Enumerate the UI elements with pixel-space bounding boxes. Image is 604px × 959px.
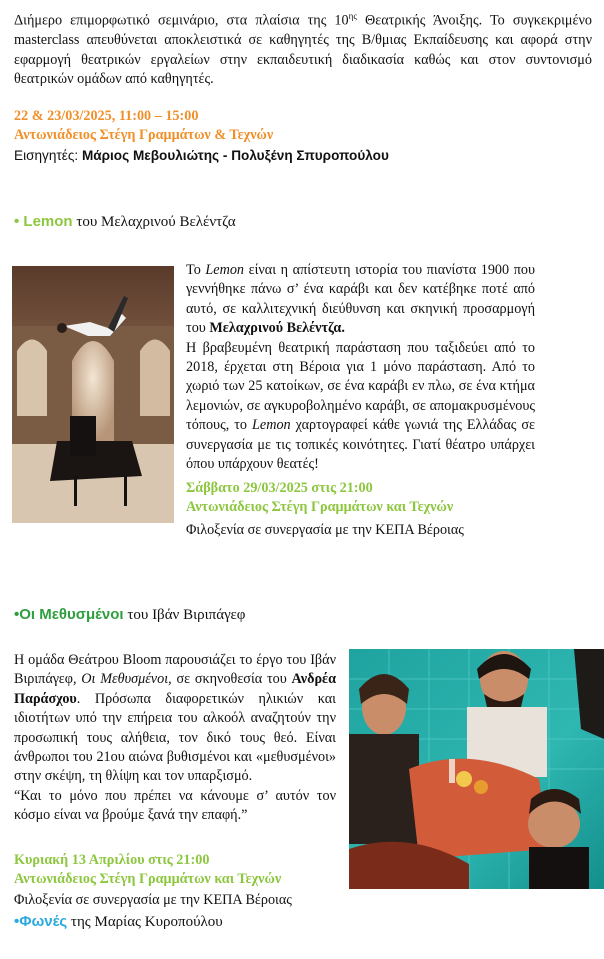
methysmenoi-description: Η ομάδα Θεάτρου Bloom παρουσιάζει το έργο του Ιβάν Βιριπάγεφ, Οι Μεθυσμένοι, σε σκηνοθεσία του Ανδρέα Παράσχου. Πρόσωπα διαφορετικών ηλικιών και ιδιοτήτων υπό την επήρεια του αλκοόλ αναζητούν την προσωπική τους αλήθεια, τον δικό τους θεό. Είναι άνθρωποι του 21ου αιώνα βυθισμένοι και «μεθυσμένοι» στην σκέψη, τη θλίψη και τον υπαρξισμό. “Και το μόνο που πρέπει να κάνουμε σ’ αυτόν τον κόσμο είναι να βρούμε ξανά την επαφή.” [14,652,337,824]
intro-date: 22 & 23/03/2025, 11:00 – 15:00 [14,108,199,124]
ordinal-superscript: ης [348,11,357,21]
bullet: • [14,913,20,930]
lemon-author: του Μελαχρινού Βελέντζα [72,214,236,230]
intro-venue: Αντωνιάδειος Στέγη Γραμμάτων & Τεχνών [14,127,274,143]
bullet: • [14,213,24,230]
methysmenoi-photo-image [349,649,604,889]
methysmenoi-venue: Αντωνιάδειος Στέγη Γραμμάτων και Τεχνών [14,871,282,887]
section-title-fones [14,913,223,931]
methysmenoi-director: Ανδρέα Παράσχου [14,671,337,707]
fones-title: Φωνές [19,913,68,930]
lemon-photo-image [12,266,174,523]
methysmenoi-photo [349,649,604,889]
lemon-description: Το Lemon είναι η απίστευτη ιστορία του πιανίστα 1900 που γεννήθηκε πάνω σ’ ένα καράβι και δεν κατέβηκε ποτέ από αυτό, σε καλλιτεχνική διεύθυνση και σκηνική προσαρμογή του Μελαχρινού Βελέντζα. Η βραβευμένη θεατρική παράσταση που ταξιδεύει από το 2018, έρχεται στη Βέροια για 1 μόνο παράσταση. Από το χωριό των 25 κατοίκων, σε ένα καράβι εν πλω, σε ένα κτήμα λεμονιών, σε αγκυροβολημένο καράβι, σε απομακρυσμένους τόπους, το Lemon χαρτογραφεί κάθε γωνιά της Ελλάδας σε συνεργασία με τις τοπικές κοινότητες. Γιατί θέατρο υπάρχει όπου υπάρχουν θεατές! [186,262,535,473]
bullet: • [14,606,20,623]
fones-author: της Μαρίας Κυροπούλου [67,914,223,930]
intro-paragraph: Διήμερο επιμορφωτικό σεμινάριο, στα πλαίσια της $10^{\eta\varsigma}$ Θεατρικής Άνοιξης. Το συγκεκριμένο masterclass απευθύνεται αποκλειστικά σε καθηγητές της Β/θμιας Εκπαίδευσης και αφορά στην εφαρμογή θεατρικών εργαλείων στην εκπαιδευτική διαδικασία καθώς και στον συντονισμό θεατρικών ομάδων από καθηγητές. [14,11,593,87]
lemon-title: Lemon [23,213,73,230]
section-title-methysmenoi [14,606,245,624]
intro-speakers: Εισηγητές: Μάριος Μεβουλιώτης - Πολυξένη Σπυροπούλου [14,148,389,163]
lemon-date: Σάββατο 29/03/2025 στις 21:00 [186,480,373,496]
methysmenoi-date: Κυριακή 13 Απριλίου στις 21:00 [14,852,210,868]
section-title-lemon [14,213,236,231]
lemon-director: Μελαχρινού Βελέντζα. [209,320,345,337]
methysmenoi-quote: “Και το μόνο που πρέπει να κάνουμε σ’ αυτόν τον κόσμο είναι να βρούμε ξανά την επαφή.” [14,787,336,824]
lemon-photo [12,266,174,523]
methysmenoi-author: του Ιβάν Βιριπάγεφ [123,607,246,623]
methysmenoi-title: Οι Μεθυσμένοι [19,606,124,623]
lemon-venue: Αντωνιάδειος Στέγη Γραμμάτων και Τεχνών [186,499,454,515]
lemon-hosting: Φιλοξενία σε συνεργασία με την ΚΕΠΑ Βέροιας [186,522,464,538]
methysmenoi-hosting: Φιλοξενία σε συνεργασία με την ΚΕΠΑ Βέροιας [14,892,292,908]
